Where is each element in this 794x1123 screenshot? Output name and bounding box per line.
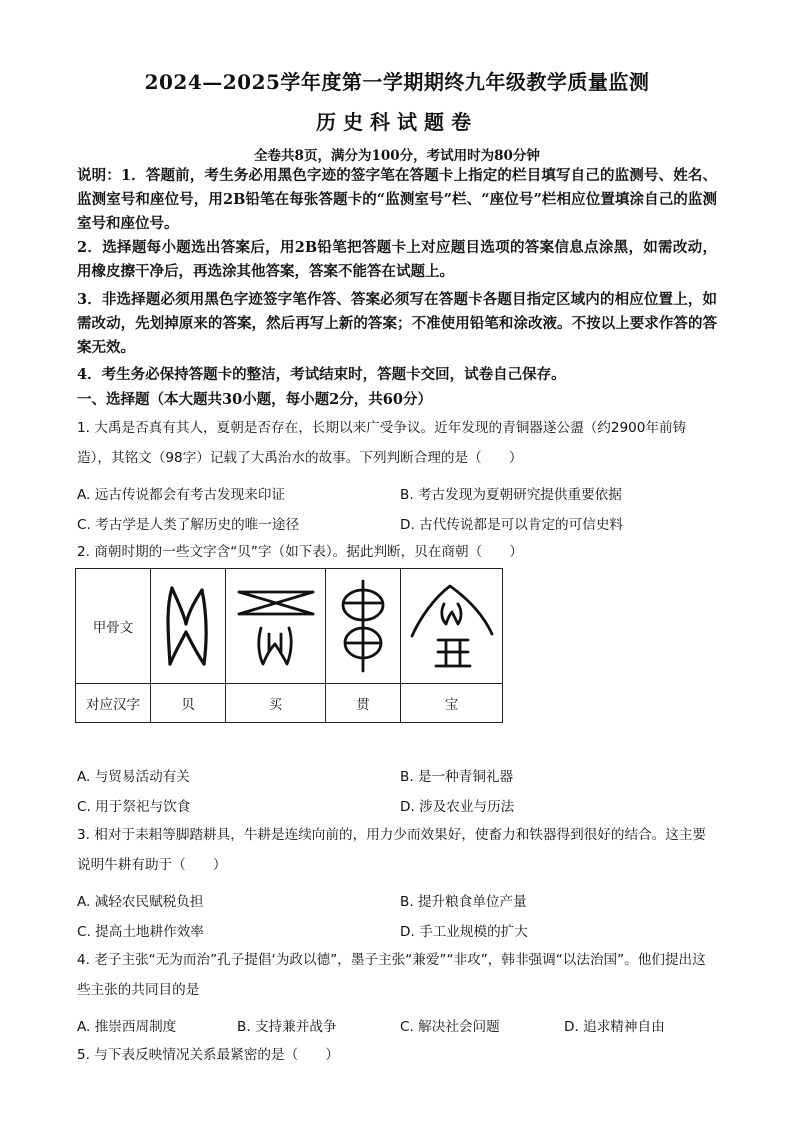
option-a: A. 减轻农民赋税负担 <box>77 894 204 910</box>
option-d: D. 手工业规模的扩大 <box>400 924 528 940</box>
instruction-3 <box>77 288 717 360</box>
oracle-mai-glyph-icon <box>231 580 321 672</box>
option-d: D. 古代传说都是可以肯定的可信史料 <box>400 517 624 533</box>
exam-title: 2024—2025学年度第一学期期终九年级教学质量监测 <box>144 70 650 94</box>
hanzi-cell: 买 <box>226 684 326 723</box>
option-d: D. 追求精神自由 <box>564 1019 665 1035</box>
option-c: C. 考古学是人类了解历史的唯一途径 <box>77 517 300 533</box>
hanzi-cell: 贝 <box>151 684 226 723</box>
option-a: A. 远古传说都会有考古发现来印证 <box>77 487 286 503</box>
question-stem: 2. 商朝时期的一些文字含“贝”字（如下表）。据此判断，贝在商朝（ ） <box>77 544 523 560</box>
table-row <box>76 684 503 723</box>
section-title: 一、选择题（本大题共30小题，每小题2分，共60分） <box>77 391 432 408</box>
question-stem: 4. 老子主张“无为而治”孔子提倡‘为政以德”，墨子主张“兼爱”“非攻”，韩非强调“以法治国”。他们提出这些主张的共同目的是 <box>77 952 706 998</box>
oracle-bao-glyph-icon <box>406 578 498 674</box>
row-label-oracle: 甲骨文 <box>76 569 151 684</box>
option-d: D. 涉及农业与历法 <box>400 799 515 815</box>
row-label-hanzi: 对应汉字 <box>76 684 151 723</box>
table-row <box>76 569 503 684</box>
question-stem: 1. 大禹是否真有其人，夏朝是否存在，长期以来广受争议。近年发现的青铜器遂公盨（约2900年前铸造），其铭文（98字）记载了大禹治水的故事。下列判断合理的是（ ） <box>77 420 687 466</box>
question-stem: 3. 相对于耒耜等脚踏耕具，牛耕是连续向前的，用力少而效果好，使畜力和铁器得到很好的结合。这主要说明牛耕有助于（ ） <box>77 827 707 873</box>
instruction-text: 4．考生务必保持答题卡的整洁，考试结束时，答题卡交回，试卷自己保存。 <box>77 366 566 383</box>
oracle-bei-glyph-icon <box>158 580 218 672</box>
option-a: A. 与贸易活动有关 <box>77 769 190 785</box>
instruction-1 <box>77 164 717 236</box>
option-c: C. 提高土地耕作效率 <box>77 924 204 940</box>
oracle-glyph-bei <box>151 569 226 684</box>
question-stem: 5. 与下表反映情况关系最紧密的是（ ） <box>77 1047 339 1063</box>
oracle-glyph-bao <box>401 569 503 684</box>
oracle-bone-table <box>75 568 503 723</box>
instruction-2 <box>77 236 717 284</box>
question-4 <box>77 945 719 1005</box>
option-c: C. 用于祭祀与饮食 <box>77 799 191 815</box>
instruction-text: 说明：1．答题前，考生务必用黑色字迹的签字笔在答题卡上指定的栏目填写自己的监测号、姓名、监测室号和座位号，用2B铅笔在每张答题卡的“监测室号”栏、“座位号”栏相应位置填涂自己的监测室号和座位号。 <box>77 167 717 232</box>
instruction-text: 2．选择题每小题选出答案后，用2B铅笔把答题卡上对应题目选项的答案信息点涂黑，如需改动，用橡皮擦干净后，再选涂其他答案，答案不能答在试题上。 <box>77 239 717 280</box>
question-3 <box>77 820 719 880</box>
option-b: B. 是一种青铜礼器 <box>400 769 514 785</box>
hanzi-cell: 贯 <box>326 684 401 723</box>
option-b: B. 支持兼并战争 <box>237 1019 337 1035</box>
option-b: B. 提升粮食单位产量 <box>400 894 527 910</box>
question-1 <box>77 413 719 473</box>
question-5 <box>77 1040 719 1070</box>
exam-meta: 全卷共8页，满分为100分，考试用时为80分钟 <box>254 148 540 164</box>
option-b: B. 考古发现为夏朝研究提供重要依据 <box>400 487 622 503</box>
question-2 <box>77 537 719 567</box>
oracle-glyph-guan <box>326 569 401 684</box>
option-c: C. 解决社会问题 <box>400 1019 500 1035</box>
instruction-text: 3．非选择题必须用黑色字迹签字笔作答、答案必须写在答题卡各题目指定区域内的相应位置上，如需改动，先划掉原来的答案，然后再写上新的答案；不准使用铅笔和涂改液。不按以上要求作答的答案无效。 <box>77 291 717 356</box>
option-a: A. 推崇西周制度 <box>77 1019 177 1035</box>
instruction-4 <box>77 363 717 387</box>
hanzi-cell: 宝 <box>401 684 503 723</box>
oracle-glyph-mai <box>226 569 326 684</box>
oracle-guan-glyph-icon <box>333 577 393 675</box>
exam-subject: 历史科试题卷 <box>316 110 478 134</box>
